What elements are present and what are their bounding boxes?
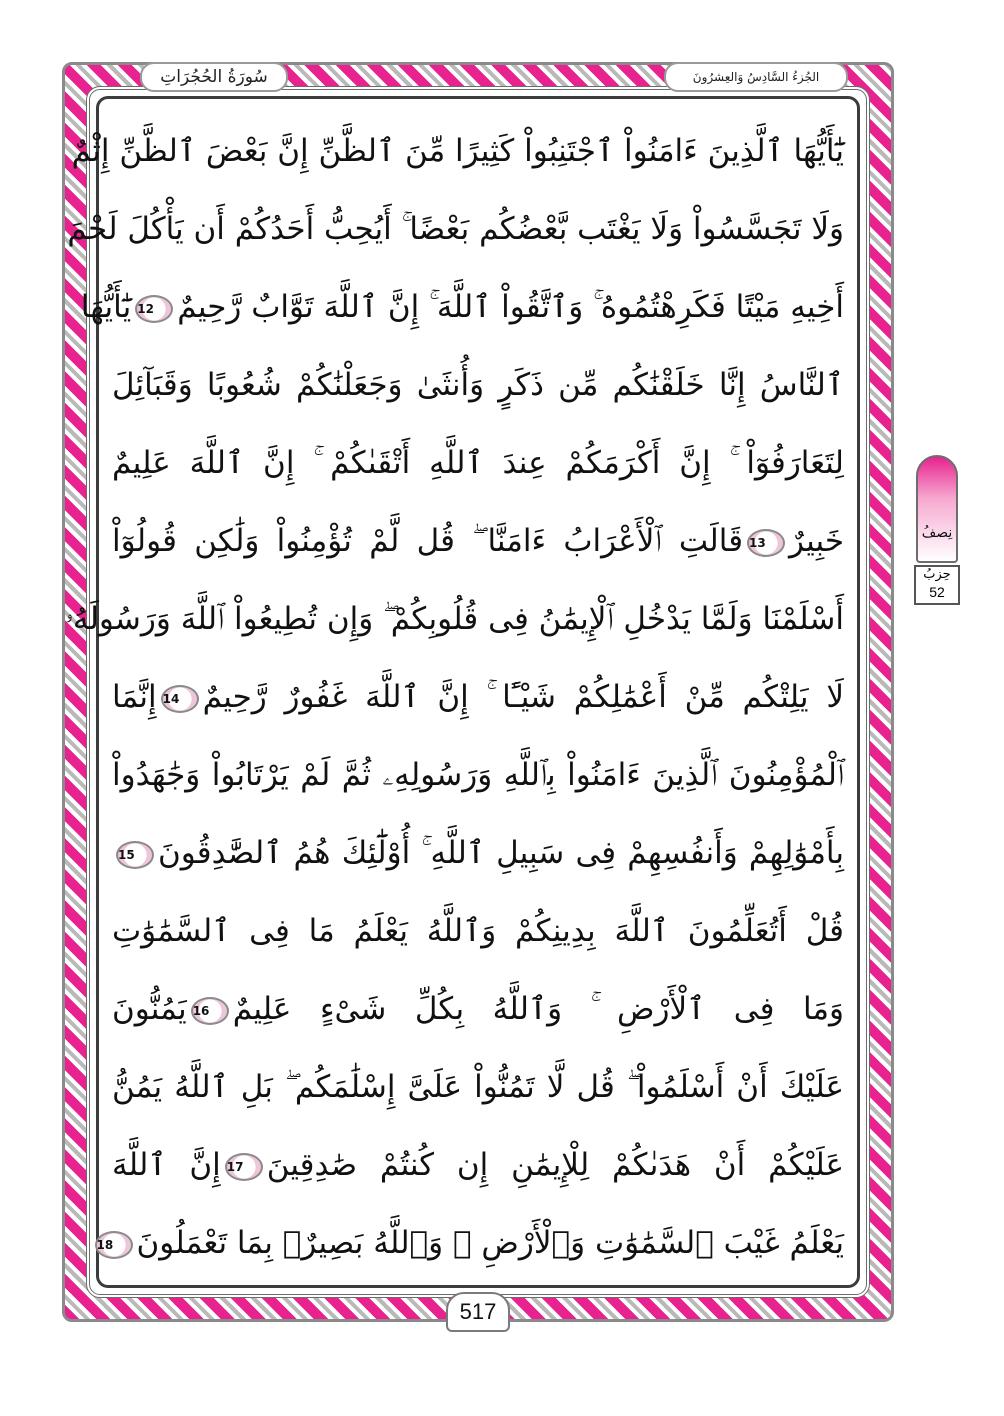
ayah-number-marker: 17	[225, 1153, 263, 1181]
verse-text: يَعْلَمُ غَيْبَ ٱلسَّمَٰوَٰتِ وَٱلْأَرْضِ ۚ وَٱللَّهُ بَصِيرٌۢ بِمَا تَعْمَلُونَ	[136, 1225, 844, 1261]
verse-text-continued: يَمُنُّونَ	[112, 991, 187, 1027]
verse-line	[71, 112, 844, 190]
ayah-number-marker: 14	[161, 685, 199, 713]
verse-text: عَلَيْكَ أَنْ أَسْلَمُواْ ۖ قُل لَّا تَمُنُّواْ عَلَىَّ إِسْلَٰمَكُم ۖ بَلِ ٱللَّهُ يَمُنُّ	[112, 1069, 844, 1105]
verse-text: خَبِيرٌ	[789, 523, 844, 559]
ayah-number-marker: 18	[95, 1231, 133, 1259]
hizb-number: 52	[929, 584, 945, 600]
ayah-number-marker: 13	[747, 529, 785, 557]
verse-lines	[65, 112, 844, 1276]
hizb-box	[914, 565, 960, 605]
verse-text: لِتَعَارَفُوٓاْ ۚ إِنَّ أَكْرَمَكُمْ عِندَ ٱللَّهِ أَتْقَىٰكُمْ ۚ إِنَّ ٱللَّهَ عَلِيمٌ	[112, 445, 844, 481]
hizb-ornament-icon	[916, 455, 958, 563]
verse-text: عَلَيْكُمْ أَنْ هَدَىٰكُمْ لِلْإِيمَٰنِ إِن كُنتُمْ صَٰدِقِينَ	[266, 1147, 844, 1183]
verse-text-continued: يَٰٓأَيُّهَا	[80, 289, 132, 325]
page-number: 517	[446, 1292, 510, 1332]
hizb-marker	[912, 455, 962, 605]
verse-text: لَا يَلِتْكُم مِّنْ أَعْمَٰلِكُمْ شَيْـًٔا ۚ إِنَّ ٱللَّهَ غَفُورٌ رَّحِيمٌ	[202, 679, 844, 715]
verse-line	[112, 970, 844, 1048]
verse-text: وَلَا تَجَسَّسُواْ وَلَا يَغْتَب بَّعْضُكُم بَعْضًا ۚ أَيُحِبُّ أَحَدُكُمْ أَن يَأْكُلَ لَحْمَ	[67, 211, 844, 247]
surah-title: سُورَةُ الحُجُرَاتِ	[140, 62, 288, 92]
verse-line	[65, 580, 844, 658]
verse-line	[112, 814, 844, 892]
verse-text: يَٰٓأَيُّهَا ٱلَّذِينَ ءَامَنُواْ ٱجْتَنِبُواْ كَثِيرًا مِّنَ ٱلظَّنِّ إِنَّ بَعْضَ ٱلظَّنِّ إِثْمٌ	[71, 133, 844, 169]
verse-line	[96, 1204, 844, 1282]
verse-text: قُلْ أَتُعَلِّمُونَ ٱللَّهَ بِدِينِكُمْ وَٱللَّهُ يَعْلَمُ مَا فِى ٱلسَّمَٰوَٰتِ	[112, 913, 844, 949]
ayah-number-marker: 16	[191, 997, 229, 1025]
verse-text: أَسْلَمْنَا وَلَمَّا يَدْخُلِ ٱلْإِيمَٰنُ فِى قُلُوبِكُمْ ۖ وَإِن تُطِيعُواْ ٱللَّهَ وَرَسُولَهُۥ	[65, 601, 844, 637]
verse-line	[112, 1048, 844, 1126]
ayah-number-marker: 15	[116, 841, 154, 869]
verse-line	[112, 424, 844, 502]
verse-text-continued: إِنَّ ٱللَّهَ	[112, 1147, 221, 1183]
juz-title: الجُزءُ السَّادِسُ وَالعِشرُونَ	[664, 62, 848, 92]
verse-line	[67, 190, 844, 268]
ayah-number-marker: 12	[135, 295, 173, 323]
verse-line	[112, 346, 844, 424]
verse-text-continued: قَالَتِ ٱلْأَعْرَابُ ءَامَنَّا ۖ قُل لَّمْ تُؤْمِنُواْ وَلَٰكِن قُولُوٓاْ	[112, 523, 744, 559]
nisf-label: نِصفُ	[921, 525, 953, 541]
verse-line	[80, 268, 844, 346]
verse-line	[112, 736, 844, 814]
hizb-label: حِزبُ	[923, 567, 951, 582]
verse-text: وَمَا فِى ٱلْأَرْضِ ۚ وَٱللَّهُ بِكُلِّ شَىْءٍ عَلِيمٌ	[232, 991, 844, 1027]
verse-text: أَخِيهِ مَيْتًا فَكَرِهْتُمُوهُ ۚ وَٱتَّقُواْ ٱللَّهَ ۚ إِنَّ ٱللَّهَ تَوَّابٌ رَّحِيمٌ	[177, 289, 844, 325]
verse-line	[112, 1126, 844, 1204]
verse-text-continued: إِنَّمَا	[112, 679, 157, 715]
verse-line	[112, 502, 844, 580]
verse-line	[112, 892, 844, 970]
verse-text: بِأَمْوَٰلِهِمْ وَأَنفُسِهِمْ فِى سَبِيلِ ٱللَّهِ ۚ أُوْلَٰٓئِكَ هُمُ ٱلصَّٰدِقُونَ	[158, 835, 844, 871]
verse-text: ٱلنَّاسُ إِنَّا خَلَقْنَٰكُم مِّن ذَكَرٍ وَأُنثَىٰ وَجَعَلْنَٰكُمْ شُعُوبًا وَقَبَآئِلَ	[112, 367, 844, 403]
verse-text: ٱلْمُؤْمِنُونَ ٱلَّذِينَ ءَامَنُواْ بِٱللَّهِ وَرَسُولِهِۦ ثُمَّ لَمْ يَرْتَابُواْ وَجَٰهَدُواْ	[112, 757, 844, 793]
verse-line	[112, 658, 844, 736]
